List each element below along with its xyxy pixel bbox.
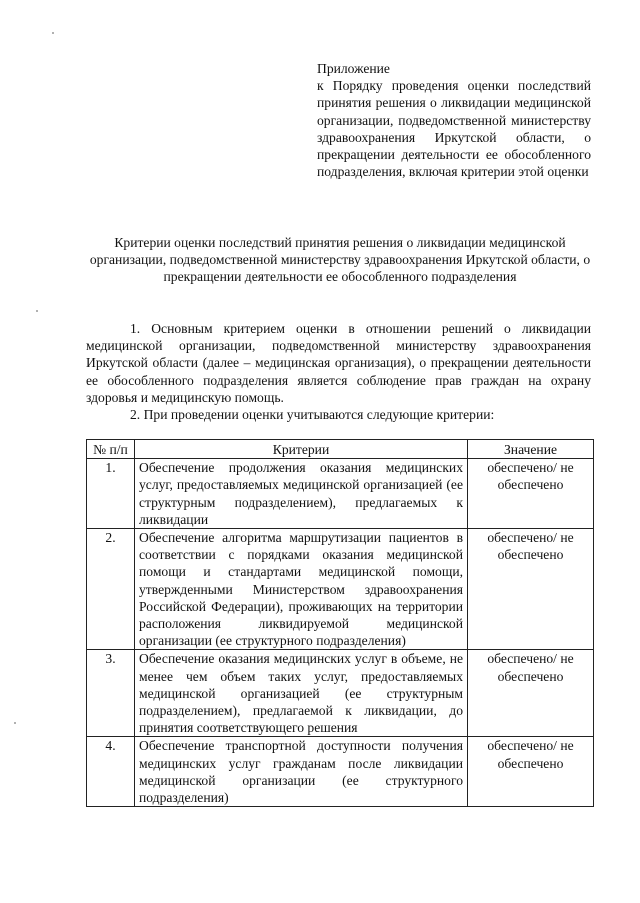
row-value: обеспечено/ не обеспечено xyxy=(468,737,594,807)
scan-speck xyxy=(14,722,16,724)
scan-speck xyxy=(52,32,54,34)
appendix-block xyxy=(317,60,591,180)
paragraph-1-text: 1. Основным критерием оценки в отношении решений о ликвидации медицинской организации, подведомственной министерству здравоохранения Иркутской области (далее – медицинская организация), о прекращении деятельности ее обособленного подразделения является соблюдение прав граждан на охрану здоровья и медицинскую помощь. xyxy=(86,321,591,405)
table-row xyxy=(87,529,594,650)
header-number: № п/п xyxy=(87,440,135,459)
row-criterion: Обеспечение транспортной доступности получения медицинских услуг гражданам после ликвидации медицинской организации (ее структурного подразделения) xyxy=(135,737,468,807)
row-value: обеспечено/ не обеспечено xyxy=(468,529,594,650)
row-criterion: Обеспечение алгоритма маршрутизации пациентов в соответствии с порядками оказания медицинской помощи и стандартами медицинской помощи, утвержденными Министерством здравоохранения Российской Федерации), проживающих на территории расположения ликвидируемой медицинской организации (ее структурного подразделения) xyxy=(135,529,468,650)
criteria-table xyxy=(86,439,594,807)
row-criterion: Обеспечение продолжения оказания медицинских услуг, предоставляемых медицинской организацией (ее структурным подразделением), предлагаемых к ликвидации xyxy=(135,459,468,529)
appendix-title: Приложение xyxy=(317,61,390,76)
table-row xyxy=(87,459,594,529)
document-heading: Критерии оценки последствий принятия решения о ликвидации медицинской организации, подведомственной министерству здравоохранения Иркутской области, о прекращении деятельности ее обособленного подразделения xyxy=(89,235,591,285)
row-number: 4. xyxy=(87,737,135,807)
table-header-row xyxy=(87,440,594,459)
paragraph-2 xyxy=(86,406,591,423)
header-value: Значение xyxy=(468,440,594,459)
row-number: 3. xyxy=(87,650,135,737)
table-row xyxy=(87,737,594,807)
row-number: 1. xyxy=(87,459,135,529)
scan-speck xyxy=(36,310,38,312)
row-value: обеспечено/ не обеспечено xyxy=(468,650,594,737)
appendix-text: к Порядку проведения оценки последствий принятия решения о ликвидации медицинской организации, подведомственной министерству здравоохранения Иркутской области, о прекращении деятельности ее обособленного подразделения, включая критерии этой оценки xyxy=(317,78,591,180)
header-criteria: Критерии xyxy=(135,440,468,459)
row-criterion: Обеспечение оказания медицинских услуг в объеме, не менее чем объем таких услуг, предоставляемых медицинской организацией (ее структурным подразделением), предлагаемой к ликвидации, до принятия соответствующего решения xyxy=(135,650,468,737)
table-row xyxy=(87,650,594,737)
row-number: 2. xyxy=(87,529,135,650)
paragraph-2-text: 2. При проведении оценки учитываются следующие критерии: xyxy=(130,407,495,422)
row-value: обеспечено/ не обеспечено xyxy=(468,459,594,529)
paragraph-1 xyxy=(86,320,591,406)
